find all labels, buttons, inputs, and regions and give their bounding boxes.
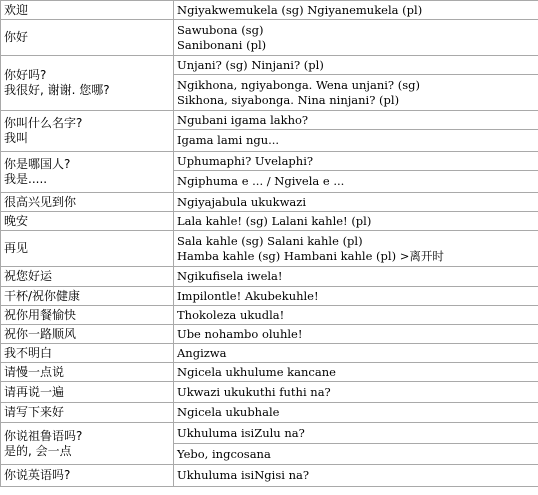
zulu-phrase: Ukwazi ukukuthi futhi na? xyxy=(174,382,538,403)
chinese-phrase: 晚安 xyxy=(1,212,174,231)
table-row xyxy=(1,56,538,75)
table-row xyxy=(1,193,538,212)
zulu-phrase: Ngicela ukhulume kancane xyxy=(174,363,538,382)
zulu-question: Unjani? (sg) Ninjani? (pl) xyxy=(174,56,538,75)
table-row xyxy=(1,287,538,306)
zulu-phrase: Impilontle! Akubekuhle! xyxy=(174,287,538,306)
table-row xyxy=(1,382,538,403)
chinese-phrase: 很高兴见到你 xyxy=(1,193,174,212)
zulu-question: Uphumaphi? Uvelaphi? xyxy=(174,152,538,171)
table-row xyxy=(1,423,538,444)
zulu-phrase: Ube nohambo oluhle! xyxy=(174,325,538,344)
zulu-phrase: Ngiyajabula ukukwazi xyxy=(174,193,538,212)
chinese-line: 是的, 会一点 xyxy=(4,443,72,458)
chinese-line: 我叫 xyxy=(4,131,29,145)
zulu-question: Ukhuluma isiZulu na? xyxy=(174,423,538,444)
chinese-line: 你叫什么名字? xyxy=(4,116,83,130)
chinese-phrase: 请再说一遍 xyxy=(1,382,174,403)
zulu-line: Hamba kahle (sg) Hambani kahle (pl) >离开时 xyxy=(177,248,444,263)
zulu-phrase: Ukhuluma isiNgisi na? xyxy=(174,465,538,487)
chinese-phrase: 你好 xyxy=(1,20,174,56)
table-row xyxy=(1,267,538,287)
table-row xyxy=(1,363,538,382)
chinese-phrase xyxy=(1,152,174,193)
chinese-phrase xyxy=(1,111,174,152)
zulu-phrase xyxy=(174,231,538,267)
chinese-phrase: 我不明白 xyxy=(1,344,174,363)
chinese-phrase: 祝您好运 xyxy=(1,267,174,287)
table-row xyxy=(1,152,538,171)
zulu-phrase: Angizwa xyxy=(174,344,538,363)
chinese-phrase: 干杯/祝你健康 xyxy=(1,287,174,306)
chinese-phrase: 欢迎 xyxy=(1,1,174,20)
zulu-line: Sikhona, siyabonga. Nina ninjani? (pl) xyxy=(177,92,400,107)
zulu-answer: Ngiphuma e ... / Ngivela e ... xyxy=(174,171,538,193)
zulu-question: Ngubani igama lakho? xyxy=(174,111,538,130)
zulu-line: Ngikhona, ngiyabonga. Wena unjani? (sg) xyxy=(177,77,420,92)
zulu-line: Sanibonani (pl) xyxy=(177,37,267,52)
chinese-line: 你好吗? xyxy=(4,68,47,82)
zulu-answer: Igama lami ngu... xyxy=(174,130,538,152)
zulu-line: Sala kahle (sg) Salani kahle (pl) xyxy=(177,233,363,248)
chinese-line: 你是哪国人? xyxy=(4,157,71,171)
chinese-line: 你说祖鲁语吗? xyxy=(4,428,83,443)
zulu-phrase xyxy=(174,20,538,56)
zulu-phrase: Lala kahle! (sg) Lalani kahle! (pl) xyxy=(174,212,538,231)
chinese-phrase xyxy=(1,423,174,465)
zulu-phrase: Ngikufisela iwela! xyxy=(174,267,538,287)
table-row xyxy=(1,403,538,423)
zulu-phrase: Thokoleza ukudla! xyxy=(174,306,538,325)
chinese-phrase: 再见 xyxy=(1,231,174,267)
table-row xyxy=(1,20,538,56)
table-row xyxy=(1,325,538,344)
table-row xyxy=(1,231,538,267)
zulu-phrase: Ngicela ukubhale xyxy=(174,403,538,423)
zulu-line: Sawubona (sg) xyxy=(177,22,264,37)
chinese-phrase xyxy=(1,56,174,111)
chinese-line: 我是..... xyxy=(4,172,48,186)
chinese-phrase: 请慢一点说 xyxy=(1,363,174,382)
zulu-phrase: Ngiyakwemukela (sg) Ngiyanemukela (pl) xyxy=(174,1,538,20)
chinese-phrase: 请写下来好 xyxy=(1,403,174,423)
table-row xyxy=(1,212,538,231)
table-row xyxy=(1,344,538,363)
chinese-phrase: 你说英语吗? xyxy=(1,465,174,487)
table-row xyxy=(1,306,538,325)
table-row xyxy=(1,111,538,130)
zulu-answer: Yebo, ingcosana xyxy=(174,444,538,465)
chinese-phrase: 祝你一路顺风 xyxy=(1,325,174,344)
table-row xyxy=(1,1,538,20)
chinese-phrase: 祝你用餐愉快 xyxy=(1,306,174,325)
zulu-answer xyxy=(174,75,538,111)
chinese-line: 我很好, 谢谢. 您哪? xyxy=(4,83,110,97)
table-row xyxy=(1,465,538,487)
